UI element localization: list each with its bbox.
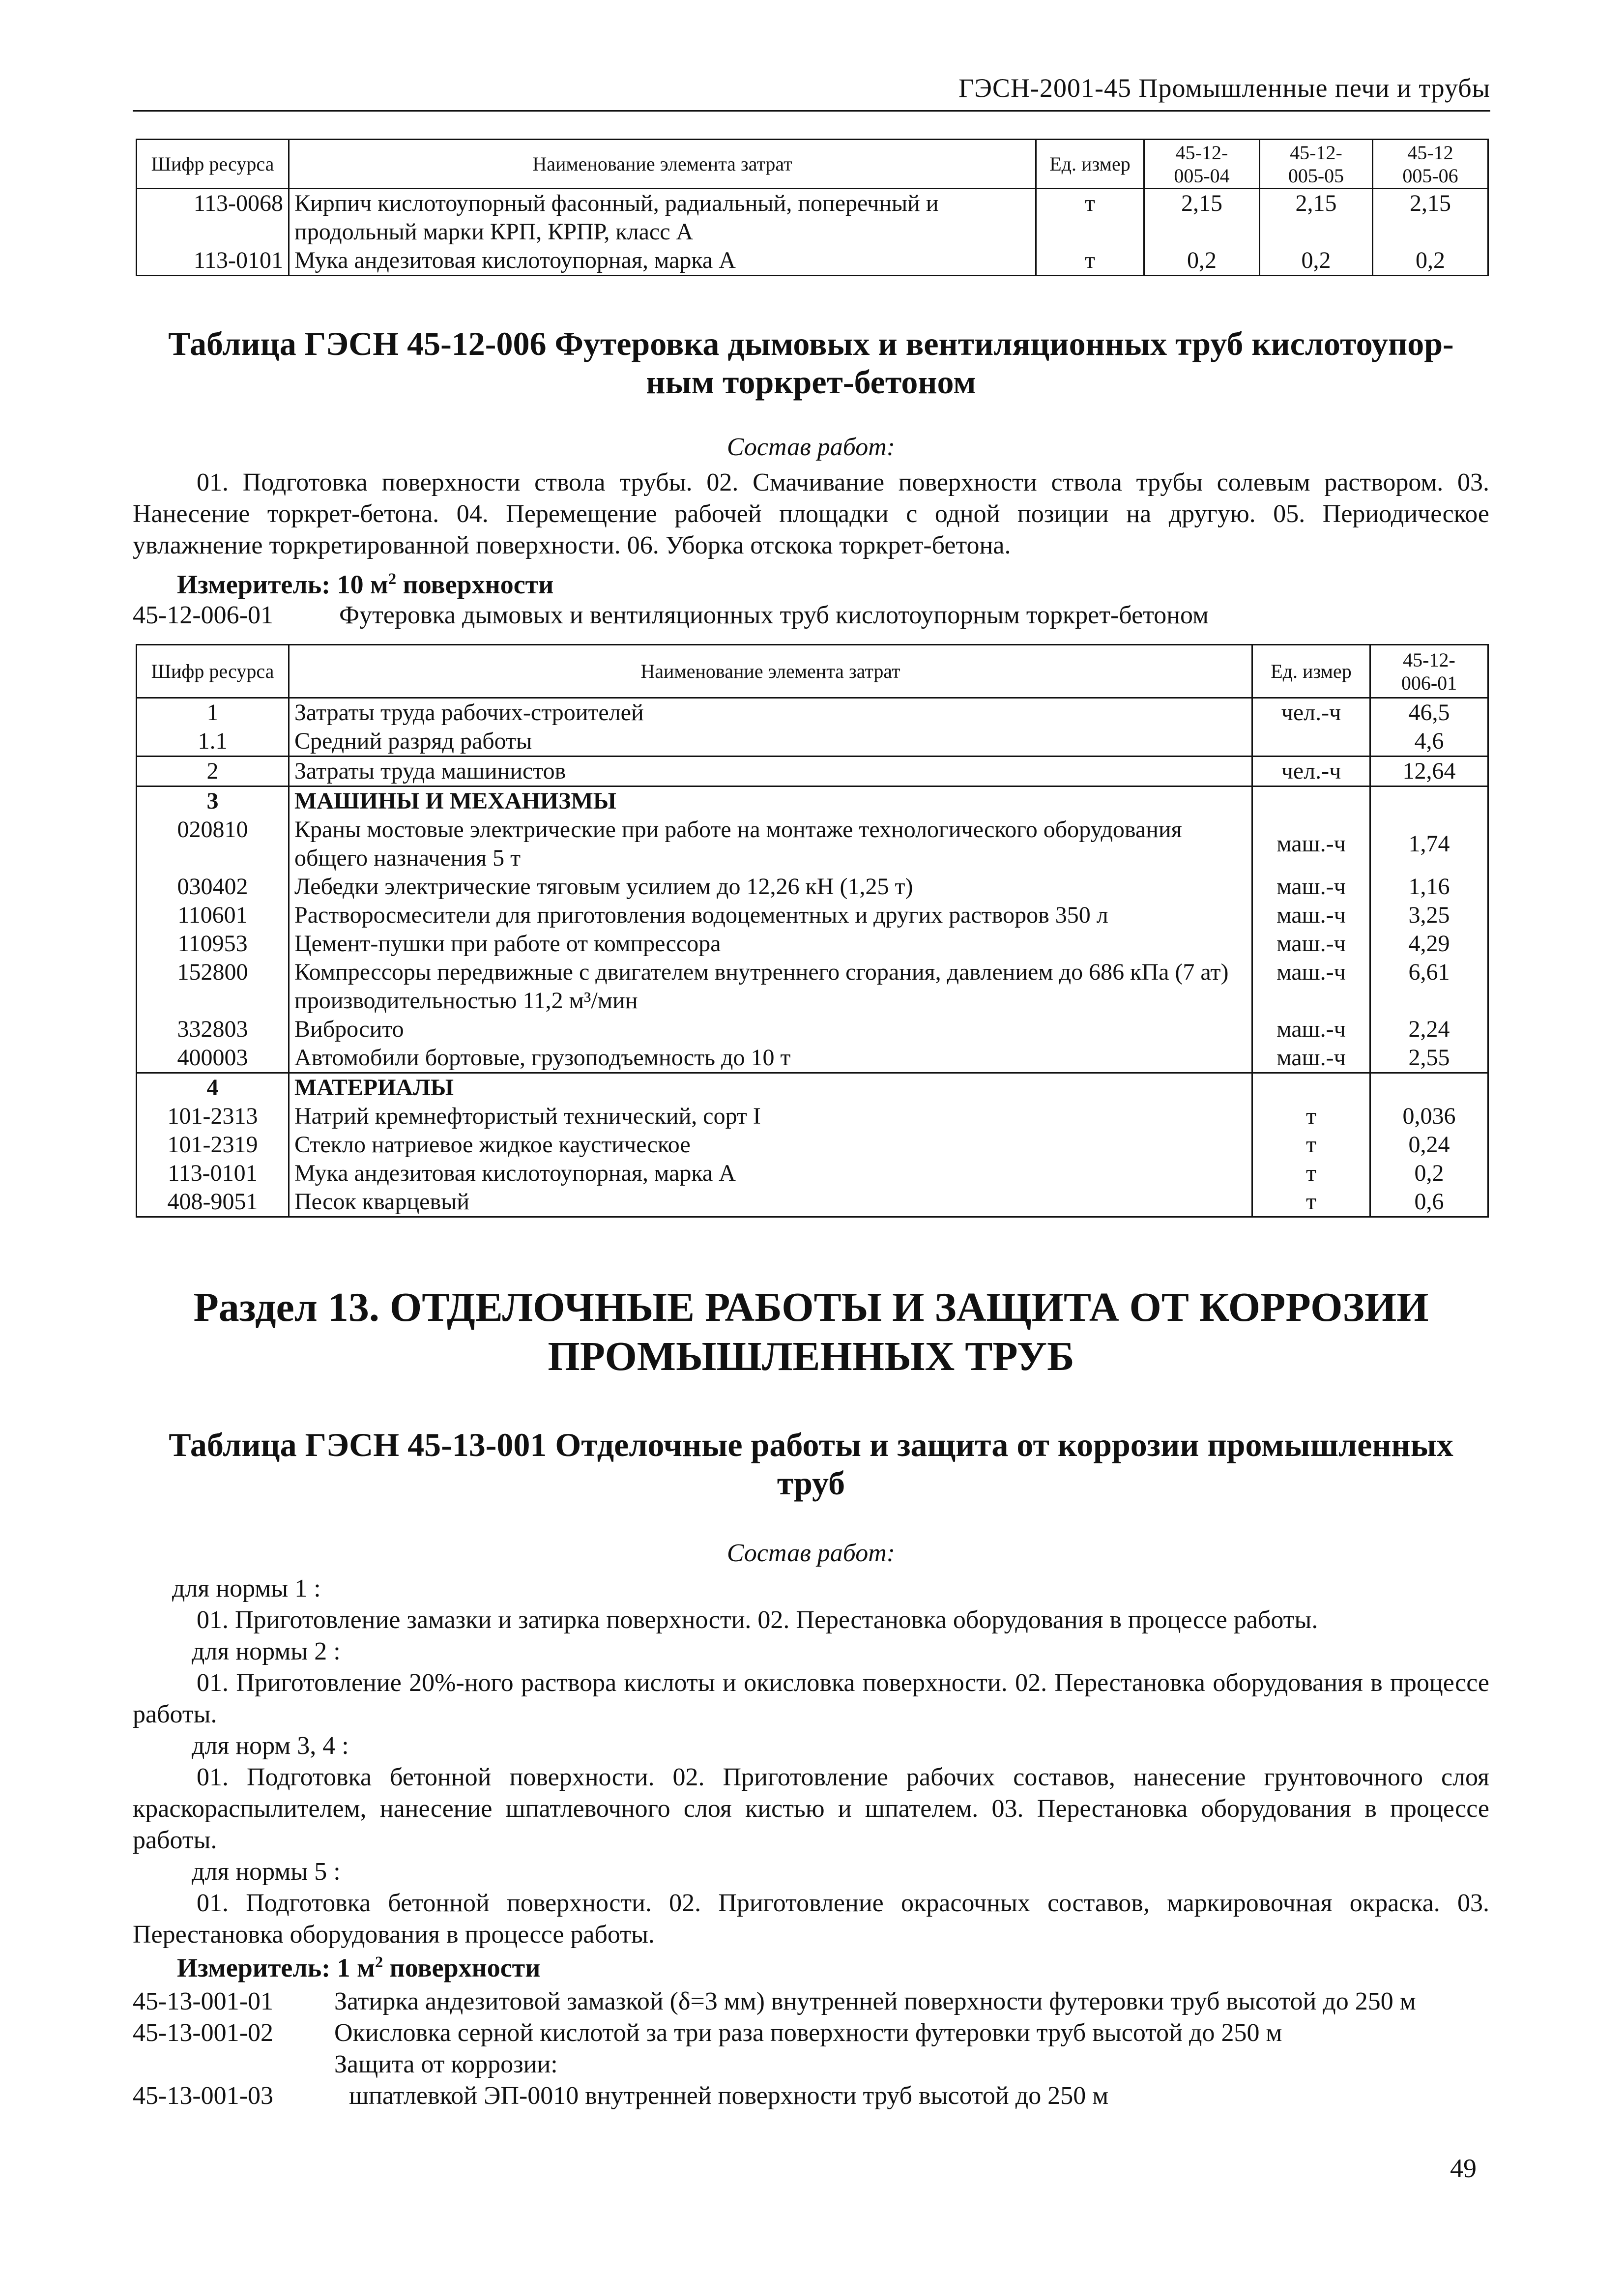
norm-name: Затирка андезитовой замазкой (δ=3 мм) внутренней поверхности футеровки труб высотой до 250 м [334,1987,1416,2015]
table-row [137,698,1488,728]
resource-code: 020810 [137,816,289,873]
resource-value: 4,6 [1370,727,1488,757]
resource-value: 0,2 [1260,246,1373,276]
norm-label: для нормы 1 : [172,1574,321,1603]
resource-name: Мука андезитовая кислотоупорная, марка А [289,246,1036,276]
norm-name: шпатлевкой ЭП-0010 внутренней поверхности труб высотой до 250 м [349,2082,1109,2110]
resource-unit [1252,1073,1370,1103]
resource-unit: т [1252,1188,1370,1217]
section-heading-13 [118,1283,1504,1381]
table-row [137,189,1488,247]
composition-text [133,467,1489,561]
resource-table-12-006 [136,644,1489,1218]
resource-code: 113-0068 [137,189,289,247]
column-header: Наименование элемента затрат [289,140,1036,189]
table-row [137,757,1488,787]
column-header: Шифр ресурса [137,645,289,698]
table-row [137,958,1488,1015]
norm-line [133,2017,1489,2049]
resource-name: Кирпич кислотоупорный фасонный, радиальный, поперечный и продольный марки КРП, КРПР, класс А [289,189,1036,247]
norm-label: для норм 3, 4 : [192,1732,349,1760]
resource-value: 0,24 [1370,1131,1488,1159]
resource-unit [1252,727,1370,757]
resource-name: Вибросито [289,1015,1252,1044]
composition-label: Состав работ: [726,1539,896,1567]
resource-code: 113-0101 [137,1159,289,1188]
norm-code: 45-12-006-01 [133,601,273,629]
group-heading: МАШИНЫ И МЕХАНИЗМЫ [289,787,1252,816]
resource-code: 101-2319 [137,1131,289,1159]
resource-code: 113-0101 [137,246,289,276]
resource-unit: т [1252,1131,1370,1159]
resource-value: 2,15 [1373,189,1488,247]
table-row [137,901,1488,930]
composition-body: 01. Подготовка поверхности ствола трубы. 02. Смачивание поверхности ствола трубы солевым раствором. 03. Нанесение торкрет-бетона. 04. Перемещение рабочей площадки с одной позиции на другую. 05. Периодическое увлажнение торкретированной поверхности. 06. Уборка отскока торкрет-бетона. [133,468,1489,559]
resource-unit: чел.-ч [1252,757,1370,787]
resource-code: 400003 [137,1044,289,1073]
resource-code: 4 [137,1073,289,1103]
resource-value: 0,2 [1144,246,1260,276]
meter-tail: поверхности [383,1953,541,1982]
resource-name: Лебедки электрические тяговым усилием до 12,26 кН (1,25 т) [289,873,1252,901]
norm-text: 01. Приготовление 20%-ного раствора кислоты и окисловка поверхности. 02. Перестановка оборудования в процессе работы. [133,1669,1489,1728]
meter-value: 10 м [337,570,388,599]
column-header: Ед. измер [1036,140,1144,189]
norm-line [133,600,1489,631]
resource-code: 332803 [137,1015,289,1044]
meter-line [133,1952,1489,1983]
resource-name: Растворосмесители для приготовления водоцементных и других растворов 350 л [289,901,1252,930]
norm-code: 45-13-001-02 [133,2019,273,2047]
heading-line: труб [777,1464,845,1502]
norm-code: 45-13-001-01 [133,1987,273,2015]
resource-name: Средний разряд работы [289,727,1252,757]
table-header-row [137,645,1488,698]
resource-code: 2 [137,757,289,787]
resource-unit: маш.-ч [1252,901,1370,930]
column-header: 45-12 005-06 [1373,140,1488,189]
resource-name: Затраты труда рабочих-строителей [289,698,1252,728]
norm-group-label: Защита от коррозии: [334,2050,558,2078]
resource-name: Цемент-пушки при работе от компрессора [289,930,1252,958]
norm-line [133,2080,1489,2112]
heading-line: Таблица ГЭСН 45-13-001 Отделочные работы и защита от коррозии промышленных [169,1426,1453,1463]
page-number: 49 [1450,2154,1477,2183]
heading-line: Таблица ГЭСН 45-12-006 Футеровка дымовых и вентиляционных труб кислотоупор- [168,325,1454,362]
heading-line: Раздел 13. ОТДЕЛОЧНЫЕ РАБОТЫ И ЗАЩИТА ОТ КОРРОЗИИ [193,1284,1429,1330]
meter-label: Измеритель: [177,1953,331,1982]
resource-value [1370,787,1488,816]
norm-name: Окисловка серной кислотой за три раза поверхности футеровки труб высотой до 250 м [334,2019,1282,2047]
table-row [137,727,1488,757]
resource-code: 110601 [137,901,289,930]
resource-value: 0,2 [1373,246,1488,276]
table-row [137,1188,1488,1217]
resource-name: Краны мостовые электрические при работе на монтаже технологического оборудования общего назначения 5 т [289,816,1252,873]
heading-line: ным торкрет-бетоном [646,363,976,401]
meter-tail: поверхности [396,570,554,599]
running-header [133,73,1490,112]
column-header: 45-12- 006-01 [1370,645,1488,698]
table-row [137,1131,1488,1159]
resource-name: Автомобили бортовые, грузоподъемность до 10 т [289,1044,1252,1073]
table-header-row [137,140,1488,189]
norm-text: 01. Подготовка бетонной поверхности. 02. Приготовление окрасочных составов, маркировочная окраска. 03. Перестановка оборудования в процессе работы. [133,1889,1489,1949]
resource-value: 2,24 [1370,1015,1488,1044]
resource-code: 152800 [137,958,289,1015]
resource-unit: маш.-ч [1252,930,1370,958]
composition-block [133,1573,1489,2112]
resource-value: 2,15 [1260,189,1373,247]
column-header: Ед. измер [1252,645,1370,698]
resource-unit: маш.-ч [1252,816,1370,873]
resource-value: 2,55 [1370,1044,1488,1073]
meter-sup: 2 [375,1953,383,1971]
resource-code: 110953 [137,930,289,958]
resource-unit: т [1252,1102,1370,1131]
resource-value: 0,6 [1370,1188,1488,1217]
norm-code: 45-13-001-03 [133,2082,273,2110]
resource-code: 1.1 [137,727,289,757]
meter-sup: 2 [388,570,397,588]
resource-name: Натрий кремнефтористый технический, сорт I [289,1102,1252,1131]
norm-text: 01. Приготовление замазки и затирка поверхности. 02. Перестановка оборудования в процессе работы. [197,1606,1318,1634]
column-header: Шифр ресурса [137,140,289,189]
resource-unit: т [1036,246,1144,276]
resource-unit: маш.-ч [1252,873,1370,901]
resource-unit: маш.-ч [1252,1015,1370,1044]
resource-value: 3,25 [1370,901,1488,930]
table-row [137,1102,1488,1131]
norm-text: 01. Подготовка бетонной поверхности. 02. Приготовление рабочих составов, нанесение грунтовочного слоя краскораспылителем, нанесение шпатлевочного слоя кистью и шпателем. 03. Перестановка оборудования в процессе работы. [133,1763,1489,1854]
column-header: Наименование элемента затрат [289,645,1252,698]
meter-line [177,569,553,600]
resource-name: Мука андезитовая кислотоупорная, марка А [289,1159,1252,1188]
resource-code: 408-9051 [137,1188,289,1217]
resource-value: 6,61 [1370,958,1488,1015]
table-row [137,873,1488,901]
norm-line [133,1986,1489,2017]
resource-table-12-005 [136,139,1489,276]
table-row [137,1015,1488,1044]
table-row [137,787,1488,816]
resource-value: 46,5 [1370,698,1488,728]
table-heading-12-006 [118,324,1504,401]
resource-unit: маш.-ч [1252,958,1370,1015]
resource-value [1370,1073,1488,1103]
resource-value: 12,64 [1370,757,1488,787]
resource-name: Компрессоры передвижные с двигателем внутреннего сгорания, давлением до 686 кПа (7 ат) производительностью 11,2 м³/мин [289,958,1252,1015]
resource-code: 101-2313 [137,1102,289,1131]
table-row [137,816,1488,873]
table-row [137,1159,1488,1188]
resource-value: 1,74 [1370,816,1488,873]
column-header: 45-12- 005-05 [1260,140,1373,189]
resource-name: Затраты труда машинистов [289,757,1252,787]
resource-unit: т [1036,189,1144,247]
resource-code: 1 [137,698,289,728]
table-heading-13-001 [118,1426,1504,1502]
resource-unit: т [1252,1159,1370,1188]
resource-unit: маш.-ч [1252,1044,1370,1073]
resource-unit [1252,787,1370,816]
norm-label: для нормы 5 : [192,1858,341,1886]
heading-line: ПРОМЫШЛЕННЫХ ТРУБ [548,1334,1074,1379]
table-row [137,1073,1488,1103]
norm-code [133,2049,334,2080]
resource-value: 0,2 [1370,1159,1488,1188]
resource-value: 1,16 [1370,873,1488,901]
resource-value: 4,29 [1370,930,1488,958]
table-row [137,246,1488,276]
resource-unit: чел.-ч [1252,698,1370,728]
resource-name: Стекло натриевое жидкое каустическое [289,1131,1252,1159]
table-row [137,930,1488,958]
resource-code: 030402 [137,873,289,901]
resource-value: 0,036 [1370,1102,1488,1131]
meter-value: 1 м [337,1953,375,1982]
norm-line [133,2049,1489,2080]
meter-label: Измеритель: [177,570,331,599]
group-heading: МАТЕРИАЛЫ [289,1073,1252,1103]
norm-label: для нормы 2 : [192,1637,341,1665]
resource-value: 2,15 [1144,189,1260,247]
resource-code: 3 [137,787,289,816]
running-title: ГЭСН-2001-45 Промышленные печи и трубы [958,73,1490,103]
table-row [137,1044,1488,1073]
composition-label: Состав работ: [726,433,896,461]
column-header: 45-12- 005-04 [1144,140,1260,189]
resource-name: Песок кварцевый [289,1188,1252,1217]
norm-name: Футеровка дымовых и вентиляционных труб кислотоупорным торкрет-бетоном [339,601,1209,629]
